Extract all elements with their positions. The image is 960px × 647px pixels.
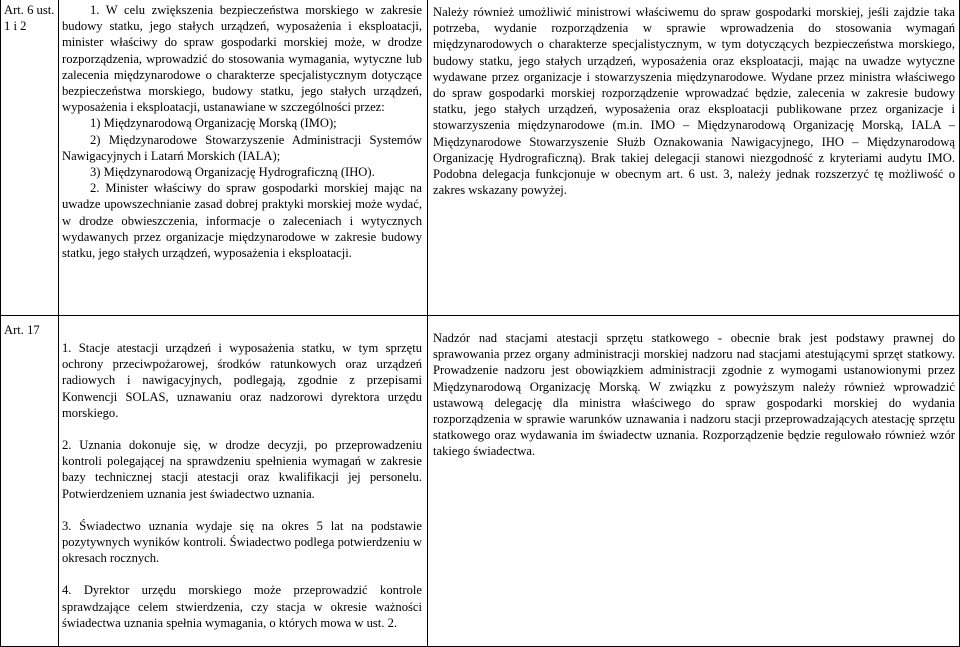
row2-article-label: Art. 17 [4, 323, 40, 337]
row-divider [0, 315, 960, 316]
column-divider-1 [58, 0, 59, 647]
row1-paragraph-2: 2. Minister właściwy do spraw gospodarki morskiej mając na uwadze upowszechnianie zasad dobrej praktyki morskiej może wydać, w drodze obwieszczenia, informacje o zaleceniach i wytycznych wydawanych przez organizacje międzynarodowe w zakresie budowy statku, jego stałych urządzeń, wyposażenia i eksploatacji. [62, 181, 422, 261]
row2-paragraph-1: 1. Stacje atestacji urządzeń i wyposażenia statku, w tym sprzętu ochrony przeciwpożarowej, środków ratunkowych oraz urządzeń radiowych i nawigacyjnych, podlegają, zgodnie z przepisami Konwencji SOLAS, uznawaniu oraz nadzorowi dyrektora urzędu morskiego. [62, 341, 422, 420]
column-divider-2 [427, 0, 428, 647]
row2-justification-text: Nadzór nad stacjami atestacji sprzętu statkowego - obecnie brak jest podstawy prawnej do sprawowania przez organy administracji morskiej nadzoru nad stacjami atestującymi sprzęt statkowy. Prowadzenie nadzoru jest obowiązkiem administracji zgodnie z wymogami ustanowionymi przez Międzynarodową Organizację Morską. W związku z powyższym należy również wprowadzić ustawową delegację dla ministra właściwego do spraw gospodarki morskiej do wydania rozporządzenia w sprawie warunków uznawania i nadzoru stacji przeprowadzających atestację sprzętu statkowego oraz wydawania im świadectw uznania. Rozporządzenie będzie regulowało również wzór takiego świadectwa. [433, 331, 955, 459]
row1-list-item-3: 3) Międzynarodową Organizację Hydrograficzną (IHO). [90, 165, 375, 180]
row2-paragraph-2: 2. Uznania dokonuje się, w drodze decyzji, po przeprowadzeniu kontroli polegającej na sprawdzeniu spełnienia wymagań w zakresie bazy technicznej stacji atestacji oraz kwalifikacji jej personelu. Potwierdzeniem uznania jest świadectwo uznania. [62, 438, 422, 501]
row2-provision-text [62, 340, 422, 631]
row1-paragraph-1: 1. W celu zwiększenia bezpieczeństwa morskiego w zakresie budowy statku, jego stałych urządzeń, wyposażenia i eksploatacji, minister właściwy do spraw gospodarki morskiej może, w drodze rozporządzenia, wprowadzić do stosowania wymagania, wytyczne lub zalecenia międzynarodowe o charakterze specjalistycznym dotyczące bezpieczeństwa morskiego, budowy statku, jego stałych urządzeń, wyposażenia i eksploatacji, ustanawiane w szczególności przez: [62, 3, 422, 115]
row2-paragraph-3: 3. Świadectwo uznania wydaje się na okres 5 lat na podstawie pozytywnych wyników kontroli. Świadectwo podlega potwierdzeniu w okresach rocznych. [62, 518, 422, 566]
row1-justification-text: Należy również umożliwić ministrowi właściwemu do spraw gospodarki morskiej, jeśli zajdzie taka potrzeba, wydanie rozporządzenia w sprawie wprowadzenia do stosowania wymagań międzynarodowych o charakterze specjalistycznym, w tym dotyczących bezpieczeństwa morskiego, budowy statku, jego stałych urządzeń, wyposażenia oraz eksploatacji, mając na uwadze wytyczne wydawane przez organizacje i stowarzyszenia międzynarodowe. Wydane przez ministra właściwego do spraw gospodarki morskiej rozporządzenie wprowadzać będzie, zalecenia w zakresie budowy statku, jego stałych urządzeń, wyposażenia oraz eksploatacji publikowane przez organizacje i stowarzyszenia międzynarodowe (m.in. IMO – Międzynarodową Organizację Morską, IALA – Międzynarodowe Stowarzyszenie Służb Oznakowania Nawigacyjnego, IHO – Międzynarodową Organizację Hydrograficzną). Brak takiej delegacji stanowi niezgodność z kryteriami audytu IMO. Podobna delegacja funkcjonuje w obecnym art. 6 ust. 3, należy jednak rozszerzyć tę możliwość o zakres wskazany powyżej. [433, 5, 955, 198]
row1-list-item-2: 2) Międzynarodowe Stowarzyszenie Administracji Systemów Nawigacyjnych i Latarń Morskich (IALA); [62, 132, 422, 163]
row1-provision-text [62, 2, 422, 261]
row1-list-item-1: 1) Międzynarodową Organizację Morską (IMO); [90, 116, 337, 131]
row1-article-label: Art. 6 ust. 1 i 2 [4, 3, 55, 34]
row2-paragraph-4: 4. Dyrektor urzędu morskiego może przeprowadzić kontrole sprawdzające celem stwierdzenia, czy stacja w okresie ważności świadectwa uznania spełnia wymagania, o których mowa w ust. 2. [62, 583, 422, 630]
table-border-left [0, 0, 1, 647]
